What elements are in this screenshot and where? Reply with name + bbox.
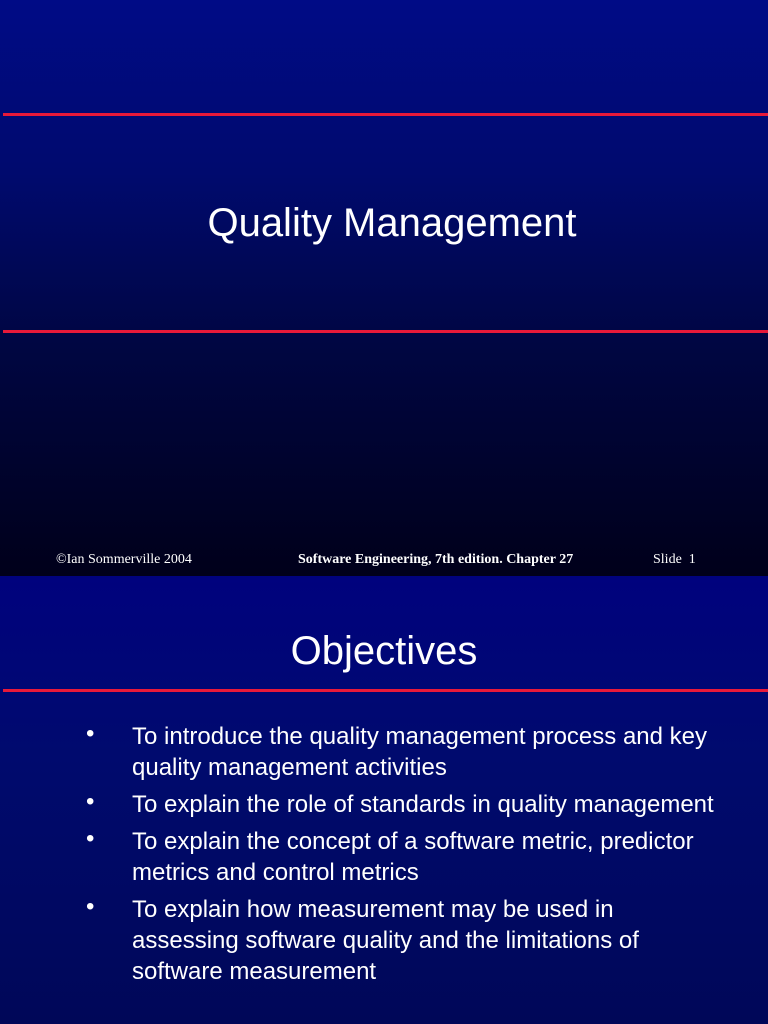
footer-book-title: Software Engineering, 7th edition. Chapter 27 (298, 552, 574, 567)
top-red-rule (3, 113, 768, 116)
objectives-slide (0, 576, 768, 1024)
list-item-text: To introduce the quality management process and key quality management activities (132, 723, 708, 781)
bullet-icon: • (86, 720, 95, 747)
bottom-red-rule (3, 330, 768, 333)
bullet-icon: • (86, 893, 95, 920)
list-item (86, 826, 726, 888)
list-item (86, 789, 726, 820)
list-item-text: To explain how measurement may be used in assessing software quality and the limitations of software measurement (132, 896, 639, 985)
title-red-rule (3, 689, 768, 692)
slide-title: Quality Management (207, 201, 577, 245)
bullet-icon: • (86, 825, 95, 852)
list-item-text: To explain the role of standards in quality management (132, 791, 714, 818)
list-item-text: To explain the concept of a software metric, predictor metrics and control metrics (132, 828, 694, 886)
list-item (86, 894, 726, 987)
list-item (86, 721, 726, 783)
footer-slide-number: Slide 1 (653, 552, 696, 567)
slide-title: Objectives (290, 629, 478, 673)
objectives-list (86, 721, 726, 993)
footer-copyright: ©Ian Sommerville 2004 (56, 552, 192, 567)
bullet-icon: • (86, 788, 95, 815)
